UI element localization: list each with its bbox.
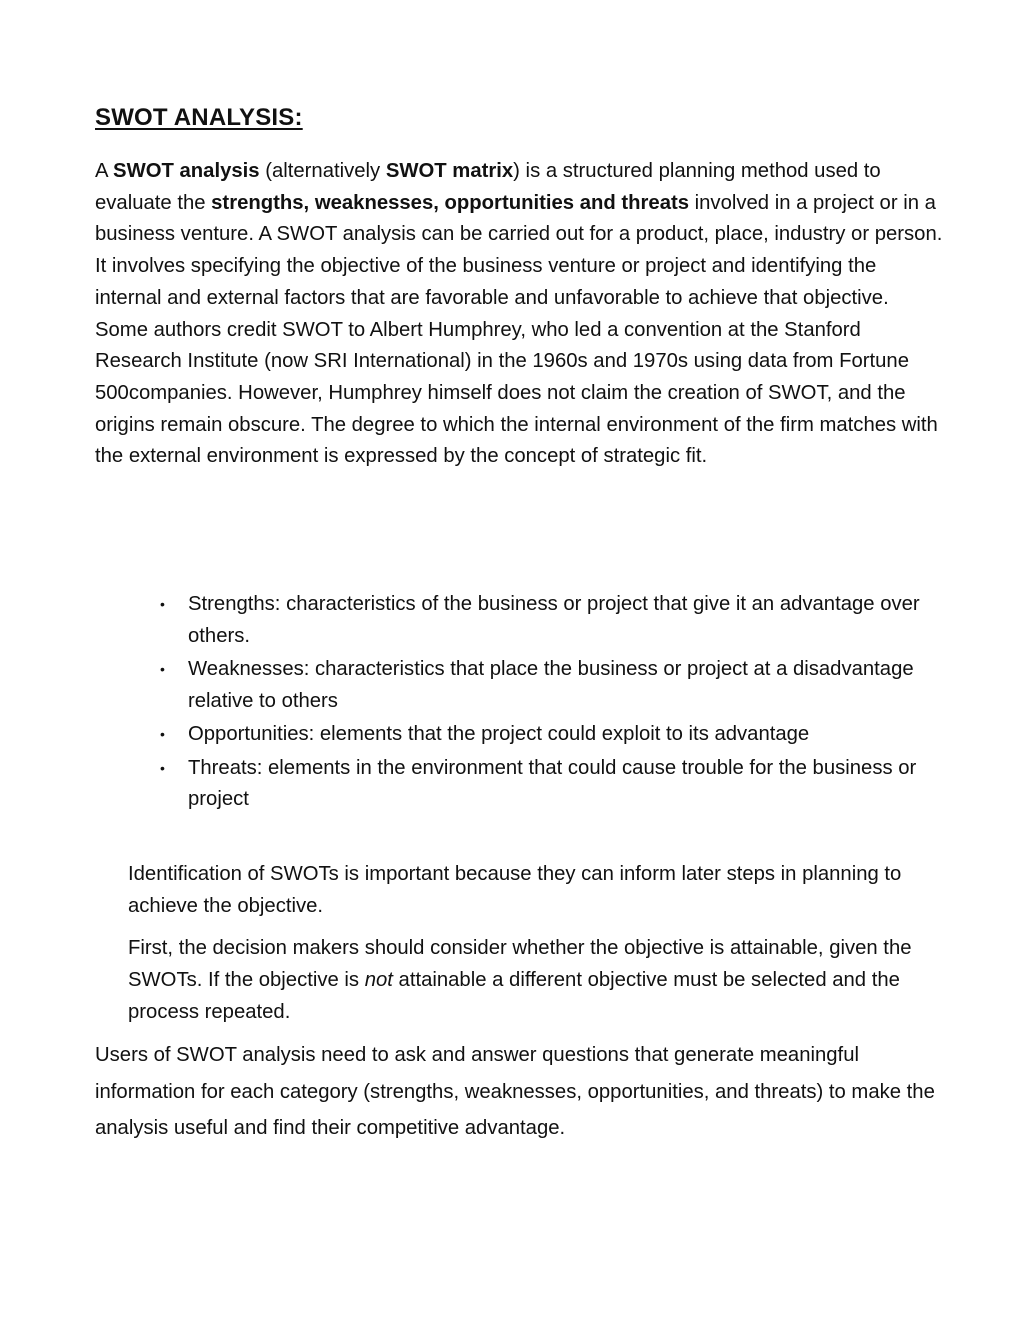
bullet-text: Weaknesses: characteristics that place the business or project at a disadvantage relative to others: [188, 658, 914, 712]
bullet-text: Opportunities: elements that the project could exploit to its advantage: [188, 723, 810, 745]
intro-body: involved in a project or in a business venture. A SWOT analysis can be carried out for a product, place, industry or person. It involves specifying the objective of the business venture or project and identifying the internal and external factors that are favorable and unfavorable to achieve that objective. Some authors credit SWOT to Albert Humphrey, who led a convention at the Stanford Research Institute (now SRI International) in the 1960s and 1970s using data from Fortune 500companies. However, Humphrey himself does not claim the creation of SWOT, and the origins remain obscure. The degree to which the internal environment of the firm matches with the external environment is expressed by the concept of strategic fit.: [95, 191, 943, 468]
closing-paragraph: Users of SWOT analysis need to ask and answer questions that generate meaningful information for each category (strengths, weaknesses, opportunities, and threats) to make the analysis useful and find their competitive advantage.: [95, 1044, 935, 1140]
bullet-text: Threats: elements in the environment that could cause trouble for the business or project: [188, 756, 917, 810]
term-swot-analysis: SWOT analysis: [113, 160, 260, 182]
list-item: [160, 654, 948, 717]
list-item: [160, 753, 948, 816]
decision-text-before: First, the decision makers should consider whether the objective is attainable, given the SWOTs. If the objective is: [128, 937, 912, 991]
intro-paragraph: [95, 156, 945, 473]
identification-paragraph: Identification of SWOTs is important because they can inform later steps in planning to achieve the objective.: [128, 863, 902, 917]
list-item: [160, 719, 948, 751]
bullet-icon: •: [160, 759, 165, 776]
term-swot-matrix: SWOT matrix: [385, 160, 514, 182]
emphasis-not: not: [364, 969, 393, 991]
bullet-icon: •: [160, 661, 165, 677]
decision-paragraph: [128, 932, 948, 1028]
swot-bullet-list: [160, 589, 948, 818]
intro-alt-open: (alternatively: [259, 160, 386, 182]
bullet-icon: •: [160, 596, 165, 612]
intro-lead: A: [95, 160, 114, 182]
term-swot-factors: strengths, weaknesses, opportunities and threats: [211, 191, 690, 214]
intro-mid: ) is a structured planning method used to evaluate the: [95, 160, 881, 214]
bullet-text: Strengths: characteristics of the business or project that give it an advantage over others.: [188, 593, 920, 647]
page-title: SWOT ANALYSIS:: [95, 104, 303, 131]
decision-text-after: attainable a different objective must be selected and the process repeated.: [128, 969, 900, 1023]
list-item: [160, 589, 948, 652]
bullet-icon: •: [160, 726, 165, 742]
